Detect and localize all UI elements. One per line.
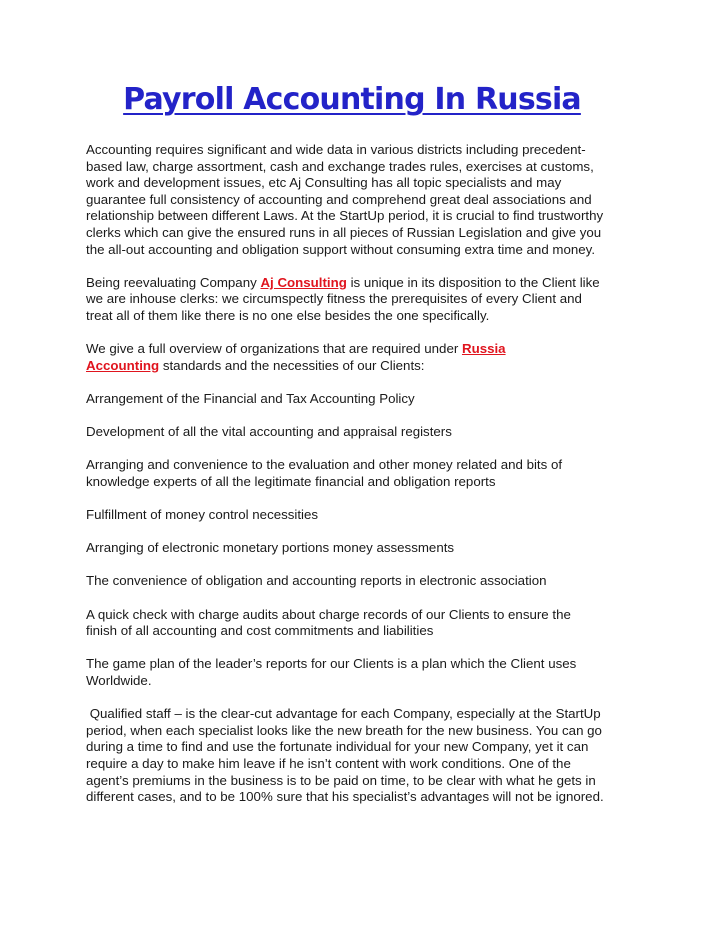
text-fragment: is unique in its disposition to the Client like (346, 274, 600, 290)
text-line: work and development issues, etc Aj Consulting has all topic specialists and may (86, 175, 562, 191)
text-line: clerks which can give the ensured runs in all pieces of Russian Legislation and give you (86, 224, 602, 240)
text-line: the all-out accounting and obligation support without consuming extra time and money. (86, 241, 596, 257)
reevaluating-paragraph (86, 275, 646, 325)
text-fragment: Being reevaluating Company (86, 274, 261, 290)
text-line: require a day to make him leave if he isn’t content with work conditions. One of the (86, 755, 571, 771)
russia-accounting-link[interactable]: Russia (461, 341, 506, 357)
development-paragraph: Development of all the vital accounting and appraisal registers (86, 424, 452, 440)
page-title: Payroll Accounting In Russia (123, 82, 581, 117)
aj-consulting-link[interactable]: Aj Consulting (260, 274, 347, 290)
text-line: agent’s premiums in the business is to be paid on time, to be clear with what he gets in (86, 772, 596, 788)
overview-paragraph (86, 341, 646, 374)
text-line: Qualified staff – is the clear-cut advantage for each Company, especially at the StartUp (86, 706, 601, 722)
electronic-paragraph: Arranging of electronic monetary portions money assessments (86, 540, 455, 556)
text-line: relationship between different Laws. At the StartUp period, it is crucial to find trustworthy (86, 208, 604, 224)
convenience-paragraph: The convenience of obligation and accounting reports in electronic association (86, 573, 547, 589)
text-line (86, 358, 646, 375)
document-page (86, 80, 646, 822)
text-line: Worldwide. (86, 673, 152, 688)
game-plan-paragraph (86, 656, 646, 689)
text-line: finish of all accounting and cost commitments and liabilities (86, 623, 434, 639)
text-fragment: standards and the necessities of our Clients: (159, 357, 425, 373)
arrangement-paragraph: Arrangement of the Financial and Tax Accounting Policy (86, 390, 415, 406)
text-line: we are inhouse clerks: we circumspectly fitness the prerequisites of every Client and (86, 291, 582, 307)
arranging-paragraph (86, 457, 646, 490)
text-line (86, 275, 646, 292)
text-line: period, when each specialist looks like the new breath for the new business. You can go (86, 722, 602, 738)
qualified-paragraph (86, 706, 646, 806)
russia-accounting-link-continued[interactable]: Accounting (86, 357, 160, 373)
fulfillment-paragraph: Fulfillment of money control necessities (86, 507, 319, 523)
quick-check-paragraph (86, 607, 646, 640)
text-line: Arranging and convenience to the evaluation and other money related and bits of (86, 457, 563, 473)
text-line: during a time to find and use the fortunate individual for your new Company, yet it can (86, 739, 589, 755)
text-line: guarantee full consistency of accounting and comprehend great deal associations and (86, 191, 592, 207)
text-line: Accounting requires significant and wide data in various districts including precedent- (86, 142, 586, 157)
text-line: based law, charge assortment, cash and exchange trades rules, exercises at customs, (86, 158, 594, 174)
intro-paragraph (86, 142, 646, 258)
text-fragment: We give a full overview of organizations that are required under (86, 341, 462, 357)
text-line: A quick check with charge audits about charge records of our Clients to ensure the (86, 606, 571, 622)
text-line: knowledge experts of all the legitimate financial and obligation reports (86, 473, 496, 489)
text-line: treat all of them like there is no one else besides the one specifically. (86, 307, 490, 323)
text-line: The game plan of the leader’s reports for our Clients is a plan which the Client uses (86, 656, 577, 672)
text-line (86, 341, 646, 358)
text-line: different cases, and to be 100% sure that his specialist’s advantages will not be ignored. (86, 789, 604, 805)
